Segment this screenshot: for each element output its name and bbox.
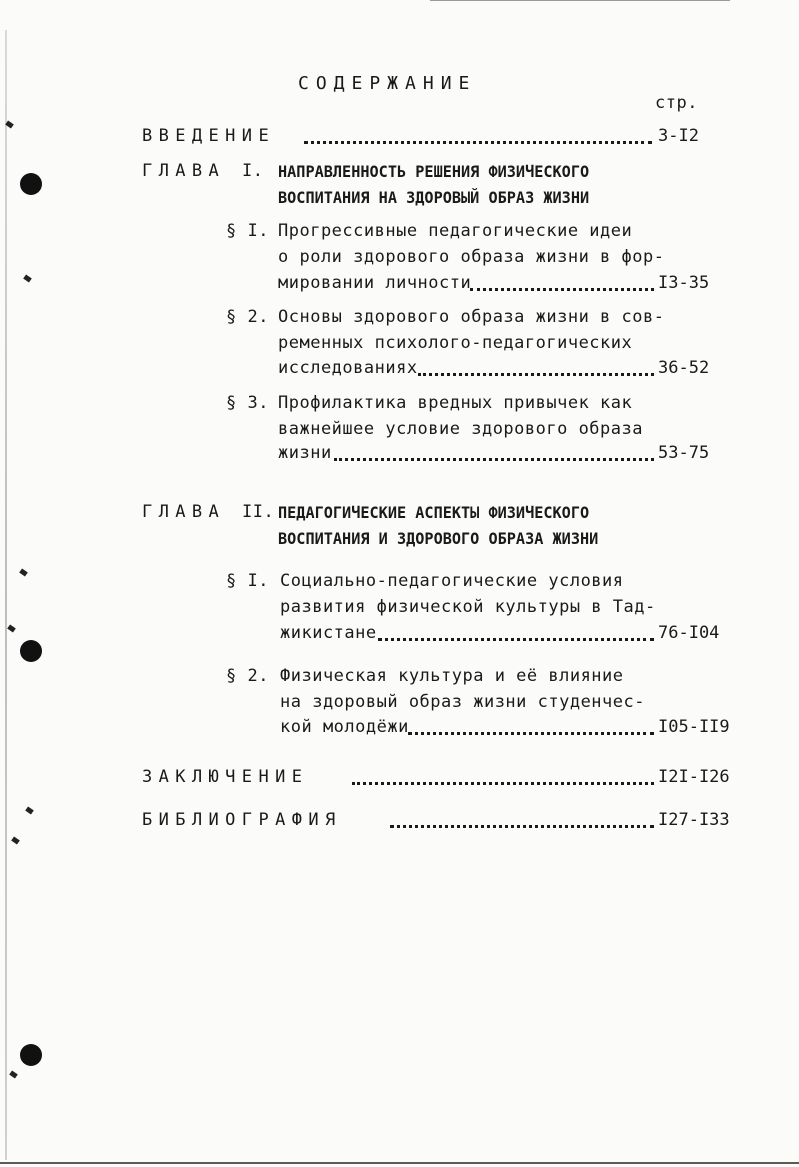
section-line: Физическая культура и её влияние — [280, 666, 624, 686]
bibliography-label: БИБЛИОГРАФИЯ — [142, 810, 342, 830]
section-mark: § I. — [226, 571, 269, 591]
leader-dots — [390, 821, 654, 828]
section-line: на здоровый образ жизни студенчес- — [280, 692, 645, 712]
section-mark: § 2. — [226, 307, 269, 327]
chapter1-title-line2: ВОСПИТАНИЯ НА ЗДОРОВЫЙ ОБРАЗ ЖИЗНИ — [278, 188, 590, 207]
section-pages: 53-75 — [658, 443, 710, 463]
scan-speck-icon — [19, 568, 28, 576]
section-mark: § 2. — [226, 666, 269, 686]
section-pages: I3-35 — [658, 273, 710, 293]
section-line: Профилактика вредных привычек как — [278, 393, 633, 413]
binder-hole-icon — [20, 640, 42, 662]
chapter1-number: I. — [242, 161, 264, 181]
section-pages: 36-52 — [658, 358, 710, 378]
scan-speck-icon — [11, 836, 20, 844]
leader-dots — [408, 728, 654, 735]
section-line: Прогрессивные педагогические идеи — [278, 221, 633, 241]
leader-dots — [378, 634, 654, 641]
top-edge-line — [430, 0, 730, 1]
intro-label: ВВЕДЕНИЕ — [142, 126, 276, 146]
chapter2-prefix: ГЛАВА — [142, 502, 226, 522]
leader-dots — [470, 284, 654, 291]
section-line: Социально-педагогические условия — [280, 571, 624, 591]
section-line: о роли здорового образа жизни в фор- — [278, 247, 665, 267]
leader-dots — [352, 778, 654, 785]
section-pages: 76-I04 — [658, 623, 720, 643]
conclusion-pages: I2I-I26 — [658, 767, 730, 787]
bibliography-pages: I27-I33 — [658, 810, 730, 830]
chapter1-title-line1: НАПРАВЛЕННОСТЬ РЕШЕНИЯ ФИЗИЧЕСКОГО — [278, 162, 590, 181]
toc-title: СОДЕРЖАНИЕ — [298, 73, 477, 94]
conclusion-label: ЗАКЛЮЧЕНИЕ — [142, 767, 309, 787]
scan-speck-icon — [7, 624, 16, 632]
left-edge-line — [5, 30, 7, 1160]
section-mark: § I. — [226, 221, 269, 241]
section-line: исследованиях — [278, 358, 418, 378]
section-line: важнейшее условие здорового образа — [278, 419, 643, 439]
section-line: кой молодёжи — [280, 717, 409, 737]
intro-pages: 3-I2 — [658, 126, 699, 146]
leader-dots — [418, 369, 654, 376]
scan-speck-icon — [23, 274, 32, 282]
section-line: ременных психолого-педагогических — [278, 333, 633, 353]
scan-speck-icon — [9, 1070, 18, 1078]
section-mark: § 3. — [226, 393, 269, 413]
chapter2-number: II. — [242, 502, 275, 522]
leader-dots — [334, 454, 654, 461]
chapter1-prefix: ГЛАВА — [142, 161, 226, 181]
section-pages: I05-II9 — [658, 717, 730, 737]
page-column-label: стр. — [655, 93, 698, 113]
chapter2-title-line1: ПЕДАГОГИЧЕСКИЕ АСПЕКТЫ ФИЗИЧЕСКОГО — [278, 503, 590, 522]
section-line: жизни — [278, 443, 332, 463]
section-line: развития физической культуры в Тад- — [280, 597, 656, 617]
section-line: мировании личности — [278, 273, 472, 293]
section-line: жикистане — [280, 623, 377, 643]
scan-speck-icon — [25, 806, 34, 814]
binder-hole-icon — [20, 173, 42, 195]
leader-dots — [304, 137, 652, 144]
binder-hole-icon — [20, 1044, 42, 1066]
chapter2-title-line2: ВОСПИТАНИЯ И ЗДОРОВОГО ОБРАЗА ЖИЗНИ — [278, 529, 599, 548]
section-line: Основы здорового образа жизни в сов- — [278, 307, 665, 327]
bottom-edge-line — [0, 1162, 799, 1164]
